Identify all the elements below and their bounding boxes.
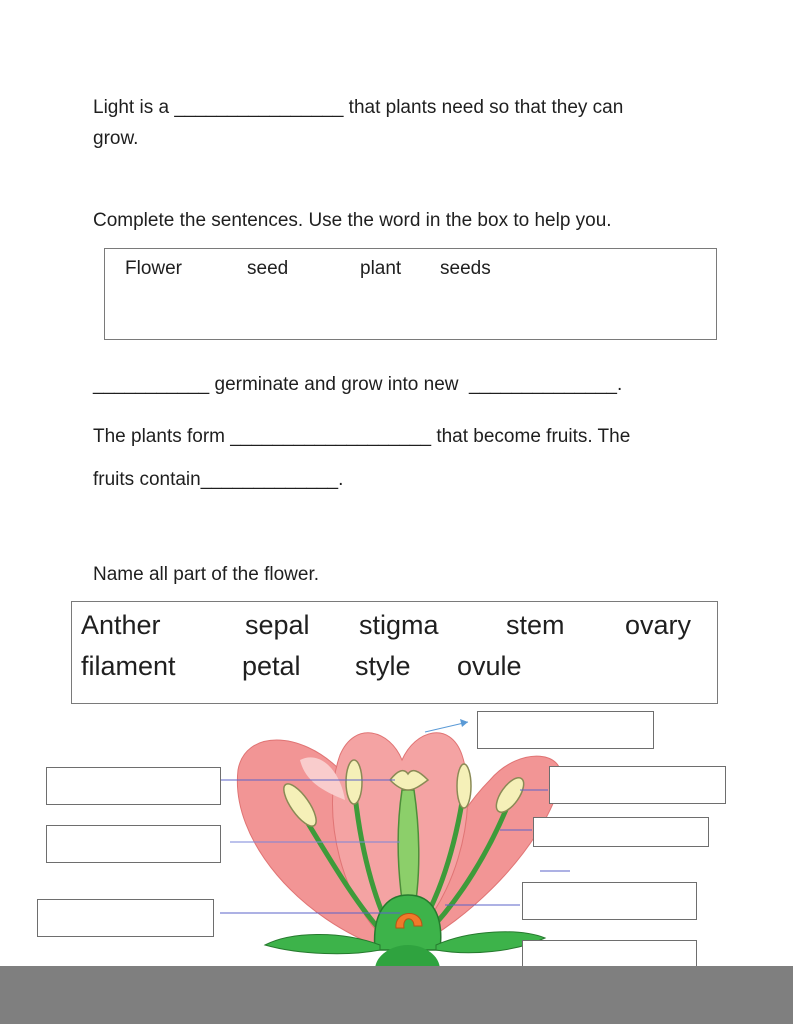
style: [398, 790, 419, 900]
anther-left-2: [346, 760, 362, 804]
flower-part-word: stigma: [359, 610, 439, 640]
sentence-germinate: ___________ germinate and grow into new ______________.: [93, 374, 623, 395]
label-arrow-head: [460, 719, 468, 727]
word-bank-item: seed: [247, 258, 289, 279]
flower-part-word: filament: [81, 651, 176, 681]
flower-part-word: stem: [506, 610, 565, 640]
question-light-line1: Light is a ________________ that plants need so that they can: [93, 97, 624, 118]
sentence-plants-form: The plants form ___________________ that become fruits. The: [93, 426, 631, 447]
word-bank-item: plant: [360, 258, 402, 279]
flower-part-word: style: [355, 651, 411, 681]
flower-part-word: Anther: [81, 610, 161, 640]
flower-part-word: ovary: [625, 610, 692, 640]
word-bank-box: [104, 248, 717, 340]
answer-box-left-3[interactable]: [37, 899, 214, 937]
answer-box-left-1[interactable]: [46, 767, 221, 805]
flower-part-word: ovule: [457, 651, 522, 681]
flower-part-word: sepal: [245, 610, 310, 640]
bottom-bar: [0, 966, 793, 1024]
word-bank-item: Flower: [125, 258, 183, 279]
flower-part-word: petal: [242, 651, 301, 681]
answer-box-top[interactable]: [477, 711, 654, 749]
question-light-line2: grow.: [93, 128, 139, 149]
answer-box-left-2[interactable]: [46, 825, 221, 863]
flower-parts-prompt: Name all part of the flower.: [93, 564, 319, 585]
answer-box-right-1[interactable]: [549, 766, 726, 804]
flower-parts-word-box: [71, 601, 718, 704]
word-bank-item: seeds: [440, 258, 491, 279]
answer-box-right-3[interactable]: [522, 882, 697, 920]
sentence-fruits-contain: fruits contain_____________.: [93, 469, 344, 490]
instructions-text: Complete the sentences. Use the word in the box to help you.: [93, 210, 612, 231]
answer-box-right-2[interactable]: [533, 817, 709, 847]
anther-right-1: [457, 764, 471, 808]
